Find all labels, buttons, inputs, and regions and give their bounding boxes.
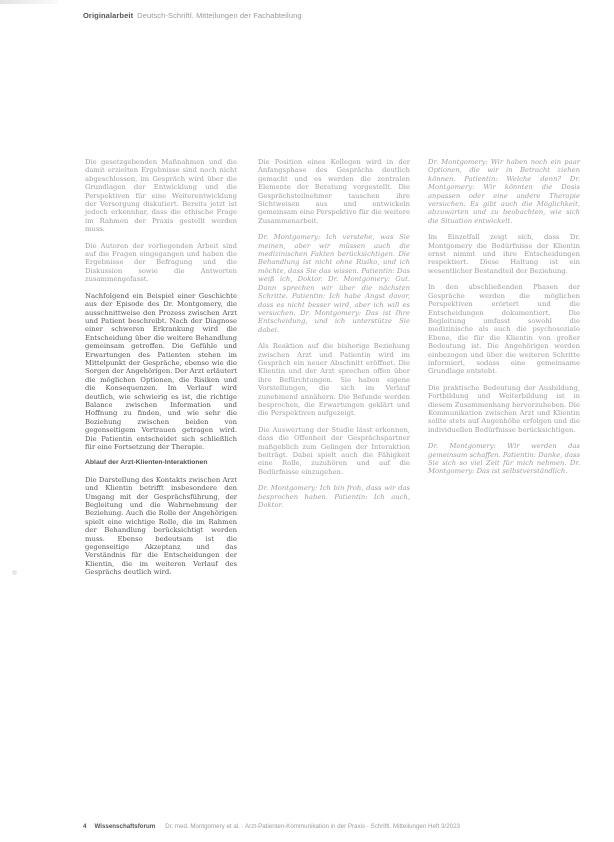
paragraph: Im Einzelfall zeigt sich, dass Dr. Montgomery die Bedürfnisse der Klientin ernst nimmt und ihre Entscheidungen respektiert. Diese Haltung ist ein wesentlicher Bestandteil der Beziehung. (428, 233, 580, 275)
text-column-1 (85, 158, 237, 585)
paragraph: Die gesetzgebenden Maßnahmen und die damit erzielten Ergebnisse sind noch nicht abgeschlossen, im Gespräch wird über die Grundlagen der Entwicklung und die Perspektiven für eine Weiterentwicklung der Versorgung diskutiert. Bereits jetzt ist jedoch erkennbar, dass die ethische Frage im Rahmen der Praxis gestellt werden muss. (85, 158, 237, 234)
paragraph: Dr. Montgomery: Ich bin froh, dass wir das besprochen haben. Patientin: Ich auch, Doktor. (258, 484, 410, 510)
paragraph: Dr. Montgomery: Wir haben noch ein paar Optionen, die wir in Betracht ziehen können. Patientin: Welche denn? Dr. Montgomery: Wir könnten die Dosis anpassen oder eine andere Therapie versuchen. Es gibt auch die Möglichkeit, abzuwarten und zu beobachten, wie sich die Situation entwickelt. (428, 158, 580, 225)
paragraph: Die Darstellung des Kontakts zwischen Arzt und Klientin betrifft insbesondere den Umgang mit der Gesprächsführung, der Begleitung und die Wahrnehmung der Beziehung. Auch die Rolle der Angehörigen spielt eine wichtige Rolle, die im Rahmen der Behandlung berücksichtigt werden muss. Ebenso bedeutsam ist die gegenseitige Akzeptanz und das Verständnis für die Entscheidungen der Klientin, die im weiteren Verlauf des Gesprächs deutlich wird. (85, 475, 237, 577)
paragraph: Als Reaktion auf die bisherige Beziehung zwischen Arzt und Patientin wird im Gespräch ein neuer Abschnitt eröffnet. Die Klientin und der Arzt sprechen offen über ihre Befürchtungen. Sie haben eigene Vorstellungen, die sich im Verlauf zunehmend annähern. Die Befunde werden besprochen, die Erwartungen geklärt und die Perspektiven aufgezeigt. (258, 342, 410, 418)
margin-mark (12, 570, 17, 575)
running-footer (83, 823, 563, 830)
header-subtitle: Deutsch-Schriftl. Mitteilungen der Fachabteilung (137, 11, 302, 20)
paragraph: Die Position eines Kollegen wird in der Anfangsphase des Gesprächs deutlich gemacht und es werden die zentralen Elemente der Beratung vorgestellt. Die Gesprächsteilnehmer tauschen ihre Sichtweisen aus und entwickeln gemeinsam eine Perspektive für die weitere Zusammenarbeit. (258, 158, 410, 225)
paragraph: In den abschließenden Phasen der Gespräche werden die möglichen Perspektiven erörtert und die Entscheidungen dokumentiert. Die Begleitung umfasst sowohl die medizinische als auch die psychosoziale Ebene, die für die Klientin von großer Bedeutung ist. Die Angehörigen werden einbezogen und über die weiteren Schritte informiert, sodass eine gemeinsame Grundlage entsteht. (428, 283, 580, 376)
paragraph: Die Autoren der vorliegenden Arbeit sind auf die Fragen eingegangen und haben die Ergebnisse der Befragung und die Diskussion sowie die Antworten zusammengefasst. (85, 241, 237, 284)
section-heading: Ablauf der Arzt-Klienten-Interaktionen (85, 459, 208, 467)
running-header (83, 11, 302, 20)
page-number: 4 (83, 823, 87, 830)
text-column-3 (428, 158, 580, 484)
corner-mark (0, 0, 58, 4)
paragraph: Die Auswertung der Studie lässt erkennen, dass die Offenheit der Gesprächspartner maßgeblich zum Gelingen der Interaktion beiträgt. Dabei spielt auch die Fähigkeit eine Rolle, zuzuhören und auf die Bedürfnisse einzugehen. (258, 425, 410, 476)
footer-citation: Dr. med. Montgomery et al. · Arzt-Patienten-Kommunikation in der Praxis · Schriftl. Mitteilungen Heft 3/2023 (165, 823, 460, 830)
text-column-2 (258, 158, 410, 517)
header-label: Originalarbeit (83, 11, 134, 20)
journal-name: Wissenschaftsforum (94, 823, 156, 830)
paragraph: Dr. Montgomery: Ich verstehe, was Sie meinen, aber wir müssen auch die medizinischen Fakten berücksichtigen. Die Behandlung ist nicht ohne Risiko, und ich möchte, dass Sie das wissen. Patientin: Das weiß ich, Doktor. Dr. Montgomery: Gut. Dann sprechen wir über die nächsten Schritte. Patientin: Ich habe Angst davor, dass es nicht besser wird, aber ich will es versuchen. Dr. Montgomery: Das ist Ihre Entscheidung, und ich unterstütze Sie dabei. (258, 233, 410, 334)
paragraph: Nachfolgend ein Beispiel einer Geschichte aus der Episode des Dr. Montgomery, die ausschnittweise den Prozess zwischen Arzt und Patient beschreibt. Nach der Diagnose einer schweren Erkrankung wird die Entscheidung über die weitere Behandlung gemeinsam getroffen. Die Gefühle und Erwartungen des Patienten stehen im Mittelpunkt der Gespräche, ebenso wie die Sorgen der Angehörigen. Der Arzt erläutert die möglichen Optionen, die Risiken und die Konsequenzen. Im Verlauf wird deutlich, wie schwierig es ist, die richtige Balance zwischen Information und Hoffnung zu finden, und wie sehr die Beziehung zwischen beiden von gegenseitigem Vertrauen getragen wird. Die Patientin entscheidet sich schließlich für eine Fortsetzung der Therapie. (85, 291, 237, 451)
paragraph: Die praktische Bedeutung der Ausbildung, Fortbildung und Weiterbildung ist in diesem Zusammenhang hervorzuheben. Die Kommunikation zwischen Arzt und Klientin sollte stets auf Augenhöhe erfolgen und die individuellen Bedürfnisse berücksichtigen. (428, 383, 580, 434)
paragraph: Dr. Montgomery: Wir werden das gemeinsam schaffen. Patientin: Danke, dass Sie sich so viel Zeit für mich nehmen. Dr. Montgomery: Das ist selbstverständlich. (428, 442, 580, 476)
